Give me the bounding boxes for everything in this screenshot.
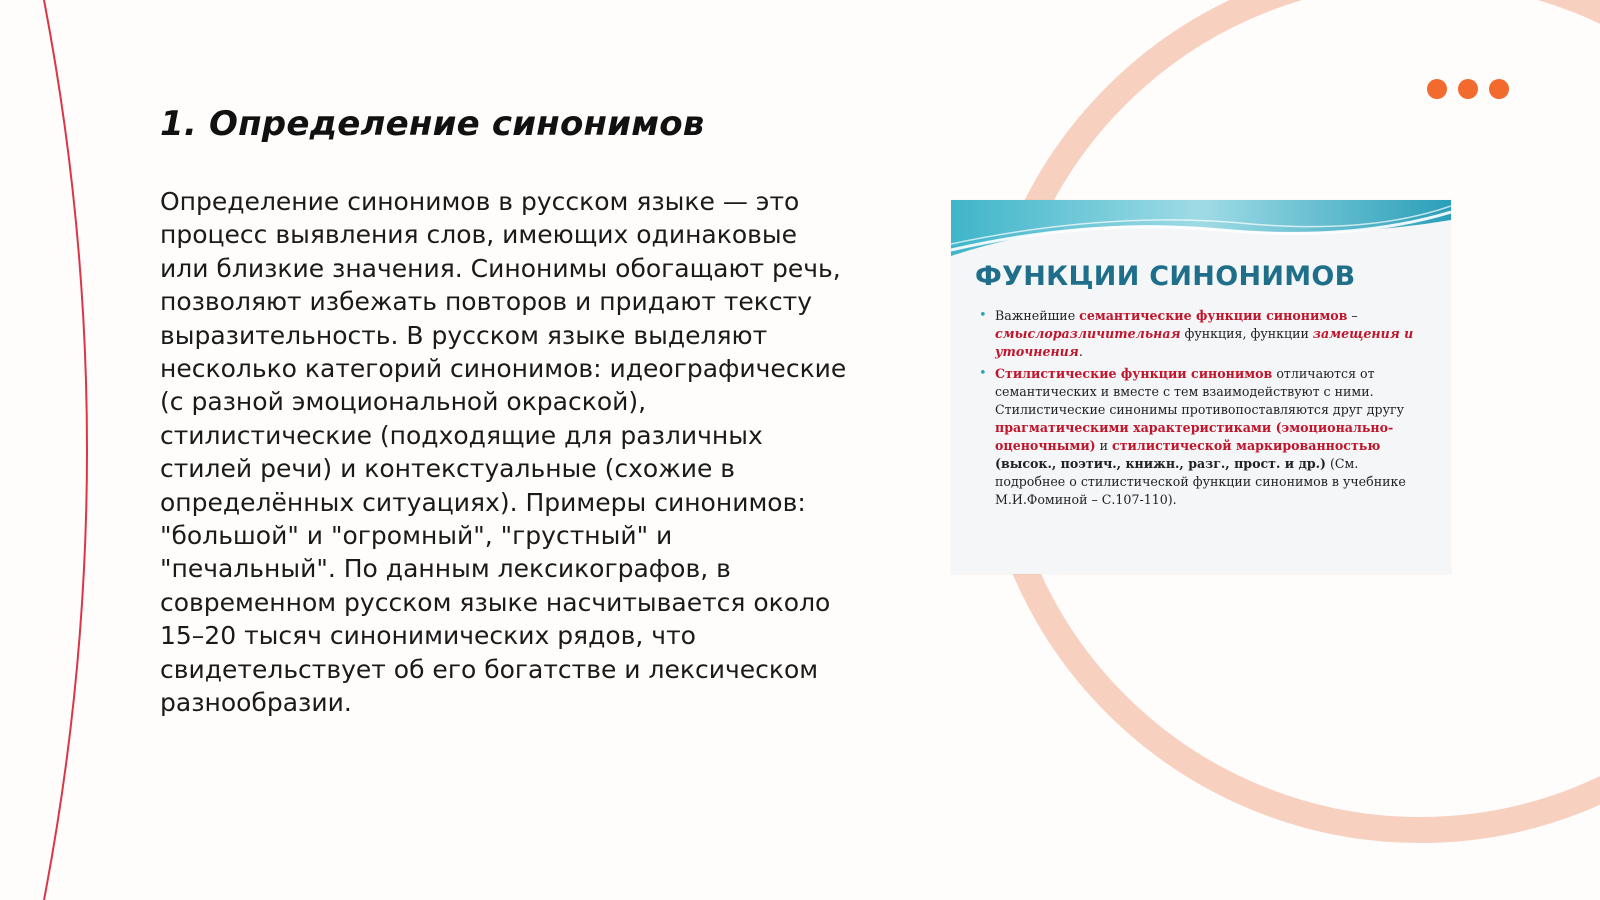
item1-text-2: семантические функции синонимов	[1079, 308, 1348, 323]
item2-text-6: (высок., поэтич., книжн., разг., прост. и др.)	[995, 456, 1326, 471]
synonym-functions-image	[951, 200, 1451, 574]
item1-text-5: функция, функции	[1180, 326, 1313, 341]
card-bullet-item-2	[979, 365, 1431, 509]
item2-text-2: отличаются от семантических и вместе с тем взаимодействуют с ними. Стилистические синонимы противопоставляются друг другу	[995, 366, 1404, 417]
slide-title: 1. Определение синонимов	[160, 104, 705, 144]
item2-text-1: Стилистические функции синонимов	[995, 366, 1273, 381]
item2-text-3: прагматическими характеристиками (эмоционально-оценочными)	[995, 420, 1394, 453]
dot-1	[1427, 79, 1447, 99]
dot-3	[1489, 79, 1509, 99]
card-bullet-item-1	[979, 307, 1431, 361]
dot-2	[1458, 79, 1478, 99]
item2-text-5: стилистической маркированностью	[1112, 438, 1381, 453]
slide-body-text: Определение синонимов в русском языке — это процесс выявления слов, имеющих одинаковые или близкие значения. Синонимы обогащают речь, позволяют избежать повторов и придают тексту выразительность. В русском языке выделяют несколько категорий синонимов: идеографические (с разной эмоциональной окраской), стилистические (подходящие для различных стилей речи) и контекстуальные (схожие в определённых ситуациях). Примеры синонимов: "большой" и "огромный", "грустный" и "печальный". По данным лексикографов, в современном русском языке насчитывается около 15–20 тысяч синонимических рядов, что свидетельствует об его богатстве и лексическом разнообразии.	[160, 187, 847, 718]
item1-text-6: замещения и уточнения	[995, 326, 1414, 359]
card-title: ФУНКЦИИ СИНОНИМОВ	[975, 261, 1356, 292]
item2-text-7: (См. подробнее о стилистической функции синонимов в учебнике М.И.Фоминой – С.107-110).	[995, 456, 1406, 507]
card-wave-header	[951, 200, 1451, 260]
item2-text-4: и	[1095, 438, 1113, 453]
item1-text-7: .	[1078, 344, 1083, 359]
menu-dots	[1427, 79, 1509, 99]
card-bullet-list	[979, 307, 1431, 513]
decorative-left-curve	[44, 0, 87, 900]
bullet-icon: •	[979, 308, 987, 323]
item1-text-4: смыслоразличительная	[995, 326, 1181, 341]
item1-text-1: Важнейшие	[995, 308, 1080, 323]
item1-text-3: –	[1347, 308, 1358, 323]
bullet-icon: •	[979, 366, 987, 381]
